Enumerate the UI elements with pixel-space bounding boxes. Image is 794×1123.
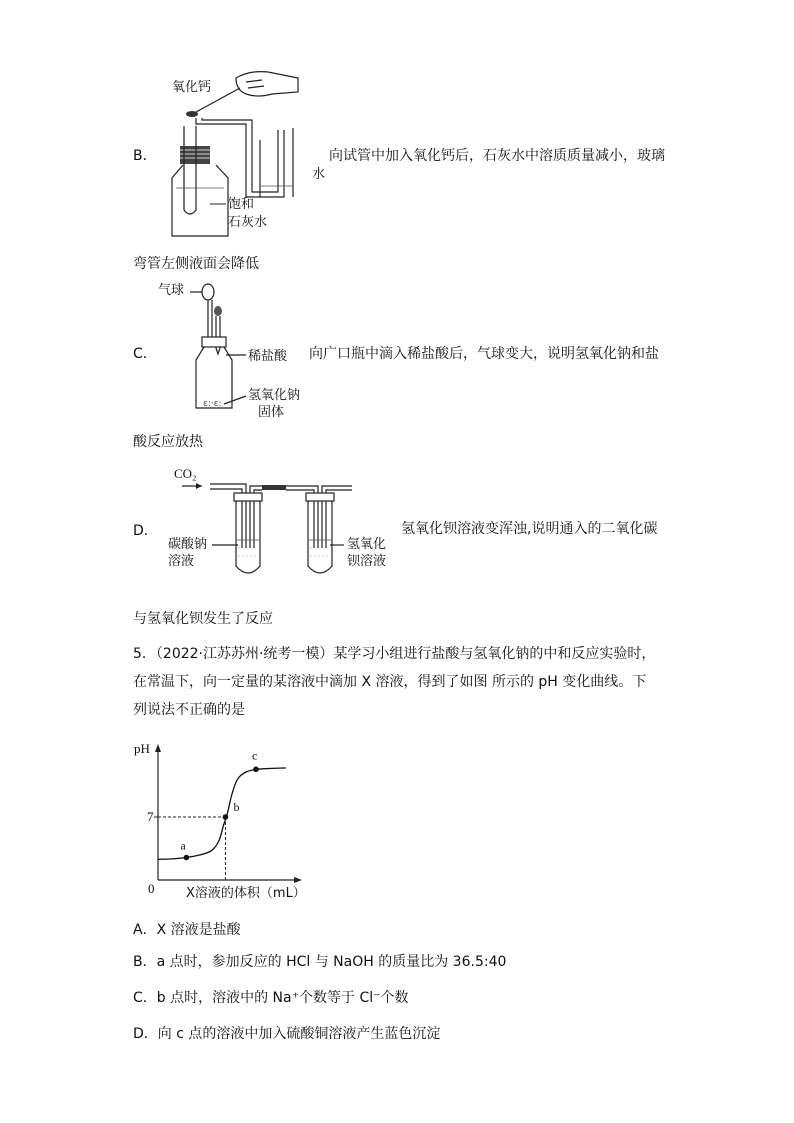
option-b-text-line1: 向试管中加入氧化钙后，石灰水中溶质质量减小，玻璃 (329, 148, 665, 164)
label-limewater-2: 石灰水 (228, 215, 268, 230)
option-c-text-line1: 向广口瓶中滴入稀盐酸后，气球变大，说明氢氧化钠和盐 (309, 346, 659, 362)
chart-point-label-b: b (233, 800, 240, 814)
chart-point-a (184, 855, 190, 861)
chart-ytick-label: 7 (147, 809, 154, 824)
chart-point-c (253, 767, 259, 773)
svg-text:ε:·ε:: ε:·ε: (203, 399, 222, 409)
option-c-text-line2: 酸反应放热 (133, 434, 203, 450)
option-d-letter: D． (133, 523, 158, 539)
label-water: 水 (312, 167, 326, 182)
option-b-answer: B．a 点时，参加反应的 HCl 与 NaOH 的质量比为 36.5:40 (133, 954, 507, 970)
label-calcium-oxide: 氧化钙 (172, 80, 212, 95)
label-na2co3-2: 溶液 (168, 554, 195, 569)
chart-point-label-c: c (251, 748, 258, 763)
option-d-text-line2: 与氢氧化钡发生了反应 (133, 611, 273, 627)
option-d-answer: D．向 c 点的溶液中加入硫酸铜溶液产生蓝色沉淀 (133, 1026, 441, 1042)
question-5-line2: 在常温下，向一定量的某溶液中滴加 X 溶液，得到了如图 所示的 pH 变化曲线。下 (133, 674, 647, 690)
label-baoh-1: 氢氧化 (347, 537, 387, 552)
chart-xlabel: X溶液的体积（mL） (186, 886, 306, 901)
chart-point-b (223, 814, 229, 820)
option-a: A．X 溶液是盐酸 (133, 922, 241, 938)
label-na2co3-1: 碳酸钠 (168, 537, 208, 552)
label-balloon: 气球 (158, 283, 185, 298)
label-baoh-2: 钡溶液 (347, 554, 387, 569)
chart-series-line (158, 768, 286, 859)
option-d-text-line1: 氢氧化钡溶液变浑浊,说明通入的二氧化碳 (401, 521, 658, 537)
option-b-letter: B． (133, 148, 157, 164)
chart-x-axis-arrow (294, 877, 302, 883)
question-5-line1: 5．（2022·江苏苏州·统考一模）某学习小组进行盐酸与氢氧化钠的中和反应实验时， (133, 646, 656, 662)
option-b-text-line2: 弯管左侧液面会降低 (133, 256, 259, 272)
option-c-letter: C． (133, 346, 157, 362)
chart-point-label-a: a (180, 838, 186, 853)
chart-origin-label: 0 (148, 881, 155, 896)
label-naoh-2: 固体 (258, 405, 285, 420)
label-limewater-1: 饱和 (228, 197, 255, 212)
option-c-answer: C．b 点时，溶液中的 Na⁺个数等于 Cl⁻个数 (133, 990, 409, 1006)
label-naoh-1: 氢氧化钠 (248, 388, 301, 403)
question-5-line3: 列说法不正确的是 (133, 702, 245, 718)
chart-ylabel: pH (134, 741, 150, 756)
label-co2: CO₂ (174, 466, 197, 481)
chart-y-axis-arrow (155, 744, 161, 752)
label-dilute-hcl: 稀盐酸 (248, 349, 288, 364)
